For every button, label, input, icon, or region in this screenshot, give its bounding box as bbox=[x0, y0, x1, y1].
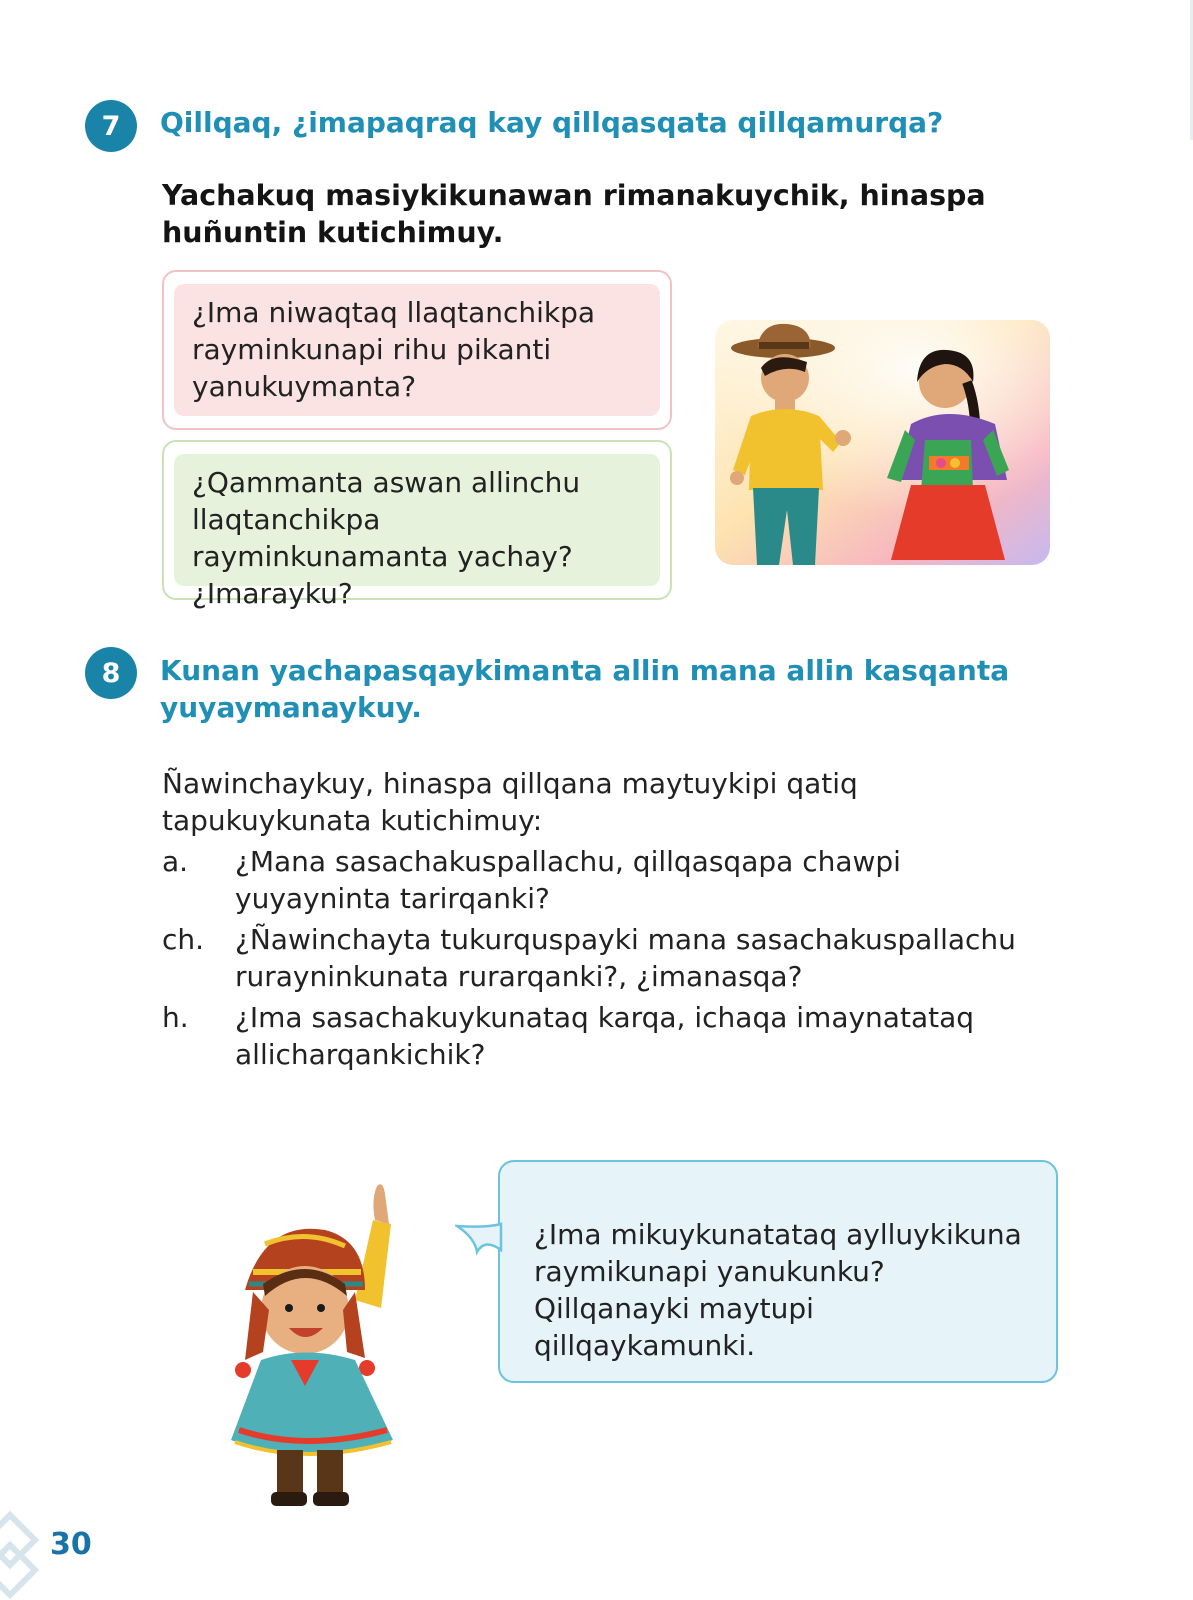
list-item bbox=[162, 921, 1062, 995]
section-8-intro: Ñawinchaykuy, hinaspa qillqana maytuykipi qatiq tapukuykunata kutichimuy: bbox=[162, 767, 858, 837]
children-talking-illustration bbox=[715, 320, 1050, 565]
list-item-text: ¿Mana sasachakuspallachu, qillqasqapa chawpi yuyayninta tarirqanki? bbox=[235, 845, 901, 915]
speech-bubble-text: ¿Ima mikuykunatataq aylluykikuna raymikunapi yanukunku? Qillqanayki maytupi qillqaykamunki. bbox=[534, 1218, 1022, 1362]
boy-pointing-illustration bbox=[205, 1180, 475, 1510]
question-box-pink bbox=[162, 270, 672, 430]
page-number: 30 bbox=[50, 1527, 92, 1562]
list-item-label: ch. bbox=[162, 923, 205, 956]
question-green-text: ¿Qammanta aswan allinchu llaqtanchikpa rayminkunamanta yachay? ¿Imarayku? bbox=[174, 454, 660, 586]
section-8-number: 8 bbox=[85, 647, 137, 699]
list-item-label: h. bbox=[162, 1001, 189, 1034]
section-7-heading: Qillqaq, ¿imapaqraq kay qillqasqata qillqamurqa? bbox=[160, 106, 944, 139]
section-8-heading: Kunan yachapasqaykimanta allin mana allin kasqanta yuyaymanaykuy. bbox=[160, 654, 1010, 724]
question-pink-text: ¿Ima niwaqtaq llaqtanchikpa rayminkunapi rihu pikanti yanukuymanta? bbox=[174, 284, 660, 416]
speech-bubble bbox=[498, 1160, 1058, 1383]
speech-bubble-tail bbox=[455, 1218, 505, 1258]
list-item bbox=[162, 843, 1062, 917]
list-item-text: ¿Ima sasachakuykunataq karqa, ichaqa imaynatataq allicharqankichik? bbox=[235, 1001, 975, 1071]
list-item bbox=[162, 999, 1062, 1073]
list-item-text: ¿Ñawinchayta tukurquspayki mana sasachakuspallachu rurayninkunata rurarqanki?, ¿imanasqa? bbox=[235, 923, 1016, 993]
list-item-label: a. bbox=[162, 845, 189, 878]
decorative-corner-icon bbox=[0, 1505, 40, 1600]
section-7-instruction: Yachakuq masiykikunawan rimanakuychik, hinaspa huñuntin kutichimuy. bbox=[162, 179, 986, 249]
section-7-number: 7 bbox=[85, 100, 137, 152]
question-box-green bbox=[162, 440, 672, 610]
